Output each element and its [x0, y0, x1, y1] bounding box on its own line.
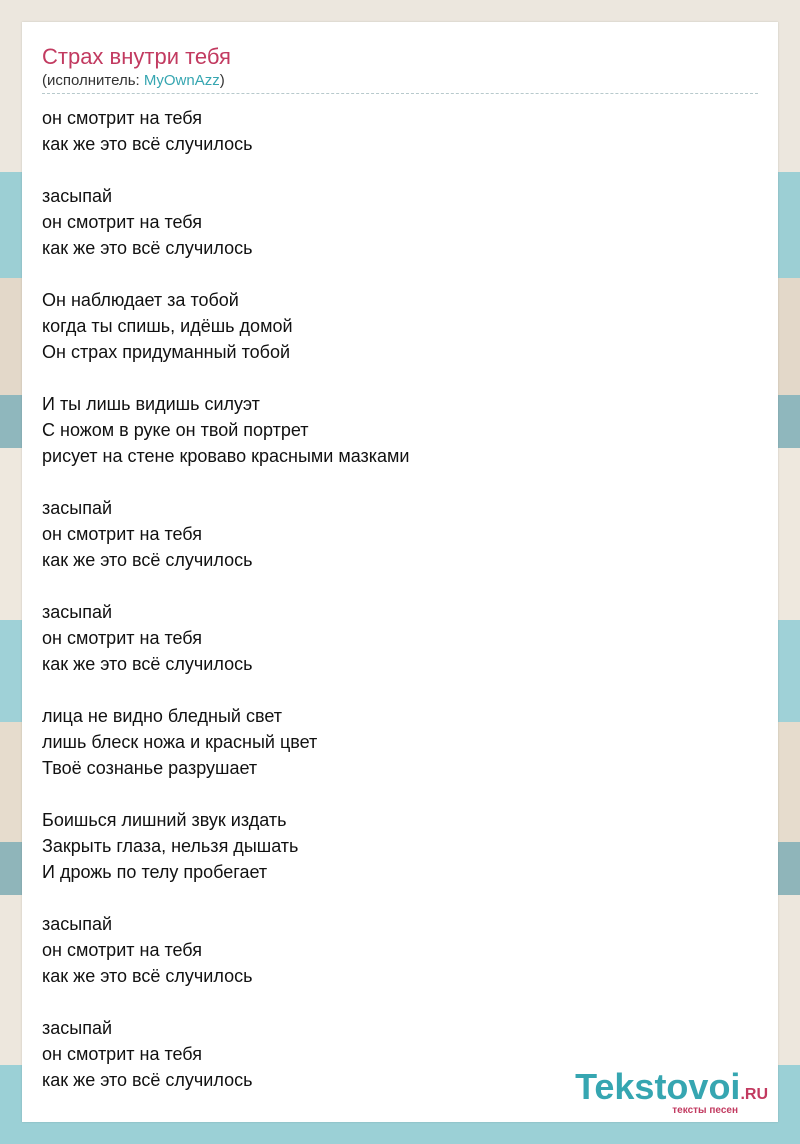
lyric-line: когда ты спишь, идёшь домой — [42, 316, 293, 336]
lyric-line: как же это всё случилось — [42, 550, 253, 570]
stanza-gap — [42, 885, 742, 911]
lyric-line: как же это всё случилось — [42, 966, 253, 986]
lyric-line: И дрожь по телу пробегает — [42, 862, 268, 882]
logo-name: Tekstovoi — [575, 1066, 741, 1107]
lyrics-body — [42, 105, 742, 1093]
logo-tld: .RU — [740, 1086, 768, 1103]
stanza-gap — [42, 781, 742, 807]
logo-wordmark — [575, 1066, 768, 1107]
lyric-line: Твоё сознанье разрушает — [42, 758, 258, 778]
site-logo[interactable] — [575, 1066, 768, 1116]
lyric-line: С ножом в руке он твой портрет — [42, 420, 309, 440]
artist-line — [42, 72, 225, 90]
lyric-line: засыпай — [42, 498, 113, 518]
divider — [42, 93, 758, 94]
lyric-line: Боишься лишний звук издать — [42, 810, 287, 830]
lyric-line: Он наблюдает за тобой — [42, 290, 239, 310]
lyric-line: лица не видно бледный свет — [42, 706, 282, 726]
artist-link[interactable]: MyOwnAzz — [143, 72, 220, 89]
lyric-line: он смотрит на тебя — [42, 940, 202, 960]
logo-tagline: тексты песен — [672, 1105, 738, 1116]
lyric-line: как же это всё случилось — [42, 1070, 253, 1090]
lyric-line: как же это всё случилось — [42, 134, 253, 154]
song-title: Страх внутри тебя — [42, 44, 231, 69]
stanza-gap — [42, 261, 742, 287]
artist-prefix: (исполнитель: — [42, 72, 144, 89]
lyric-line: рисует на стене кроваво красными мазками — [42, 446, 410, 466]
lyric-line: он смотрит на тебя — [42, 108, 202, 128]
stanza-gap — [42, 365, 742, 391]
lyric-line: он смотрит на тебя — [42, 212, 202, 232]
lyric-line: лишь блеск ножа и красный цвет — [42, 732, 318, 752]
lyrics-page — [22, 22, 778, 1122]
lyric-line: засыпай — [42, 602, 113, 622]
stanza-gap — [42, 157, 742, 183]
lyric-line: засыпай — [42, 914, 113, 934]
stanza-gap — [42, 677, 742, 703]
lyric-line: Он страх придуманный тобой — [42, 342, 291, 362]
lyric-line: засыпай — [42, 1018, 113, 1038]
lyric-line: как же это всё случилось — [42, 238, 253, 258]
artist-suffix: ) — [219, 72, 225, 89]
lyric-line: он смотрит на тебя — [42, 1044, 202, 1064]
lyric-line: Закрыть глаза, нельзя дышать — [42, 836, 299, 856]
lyric-line: И ты лишь видишь силуэт — [42, 394, 260, 414]
stanza-gap — [42, 469, 742, 495]
lyric-line: засыпай — [42, 186, 113, 206]
lyric-line: он смотрит на тебя — [42, 628, 202, 648]
stanza-gap — [42, 573, 742, 599]
lyric-line: как же это всё случилось — [42, 654, 253, 674]
stanza-gap — [42, 989, 742, 1015]
lyric-line: он смотрит на тебя — [42, 524, 202, 544]
